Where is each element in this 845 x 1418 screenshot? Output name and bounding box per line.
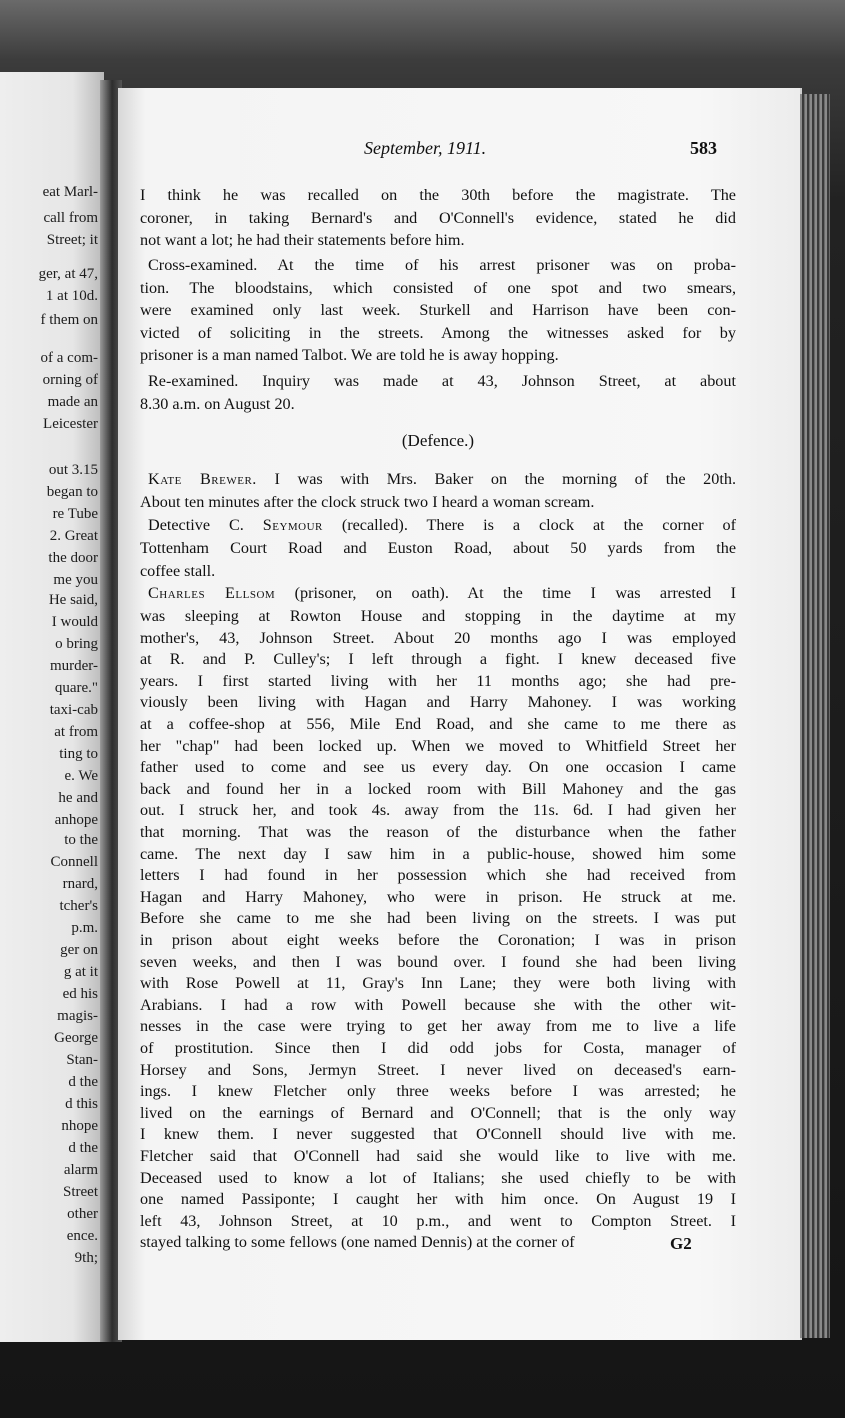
text-line: not want a lot; he had their statements before him. <box>140 231 465 249</box>
text-line: was sleeping at Rowton House and stopping in the daytime at my <box>140 607 736 625</box>
left-page-line: 1 at 10d. <box>45 288 98 304</box>
left-page-line: orning of <box>42 372 98 388</box>
left-page-line: Connell <box>50 854 98 870</box>
left-page-line: George <box>54 1030 98 1046</box>
left-page-line: d this <box>65 1096 98 1112</box>
text-line: Cross-examined. At the time of his arrest prisoner was on proba- <box>148 256 736 274</box>
text-line: were examined only last week. Sturkell and Harrison have been con- <box>140 301 736 319</box>
left-page-line: 2. Great <box>49 528 98 544</box>
left-page-line: re Tube <box>52 506 98 522</box>
left-page-line: other <box>67 1206 98 1222</box>
testimony-text: (prisoner, on oath). At the time I was arrested I <box>275 584 736 602</box>
left-page-line: call from <box>43 210 98 226</box>
left-page-line: murder- <box>49 658 98 674</box>
left-page-line: p.m. <box>71 920 98 936</box>
text-line: I knew them. I never suggested that O'Connell should live with me. <box>140 1125 736 1144</box>
left-page-line: anhope <box>54 812 98 828</box>
speaker-seymour: Seymour <box>262 516 323 534</box>
page-number: 583 <box>690 138 717 158</box>
text-line: Arabians. I had a row with Powell because she with the other wit- <box>140 995 736 1014</box>
left-page-line: out 3.15 <box>48 462 98 478</box>
text-line: Tottenham Court Road and Euston Road, about 50 yards from the <box>140 539 736 557</box>
left-page-line: o bring <box>55 636 98 652</box>
text-line: Deceased used to know a lot of Italians; she used chiefly to be with <box>140 1168 736 1187</box>
text-line: her "chap" had been locked up. When we moved to Whitfield Street her <box>140 736 736 755</box>
text-line: Fletcher said that O'Connell had said she would like to live with me. <box>140 1147 736 1165</box>
speaker-charles-ellsom: Charles Ellsom <box>148 584 276 602</box>
left-page-line: d the <box>68 1140 98 1156</box>
left-page-line: Street <box>63 1184 98 1200</box>
left-page-line: at from <box>54 724 98 740</box>
text-line: out. I struck her, and took 4s. away from the 11s. 6d. I had given her <box>140 801 736 820</box>
left-page-line: He said, <box>48 592 98 608</box>
left-page-line: ger on <box>60 942 98 958</box>
left-page-line: nhope <box>61 1118 98 1134</box>
page-edges <box>800 94 830 1338</box>
text-line: stayed talking to some fellows (one named Dennis) at the corner of <box>140 1233 575 1252</box>
text-line: coffee stall. <box>140 561 216 580</box>
text-line: of prostitution. Since then I did odd jobs for Costa, manager of <box>140 1039 736 1057</box>
left-page-line: to the <box>64 832 98 848</box>
left-page-line: Stan- <box>66 1052 98 1068</box>
left-page-line: rnard, <box>62 876 98 892</box>
left-page-line: ed his <box>62 986 98 1002</box>
left-page-line: ting to <box>59 746 98 762</box>
text-line: years. I first started living with her 11 months ago; she had pre- <box>140 671 736 690</box>
text-line: mother's, 43, Johnson Street. About 20 months ago I was employed <box>140 628 736 647</box>
left-page-line: made an <box>47 394 98 410</box>
left-page-line: e. We <box>64 768 98 784</box>
text-line: one named Passiponte; I caught her with him once. On August 19 I <box>140 1190 736 1209</box>
text-line: coroner, in taking Bernard's and O'Connell's evidence, stated he did <box>140 208 736 227</box>
left-page-line: eat Marl- <box>42 184 98 200</box>
left-page-line: quare." <box>54 680 98 696</box>
text-line: I think he was recalled on the 30th before the magistrate. The <box>140 186 736 204</box>
left-page-line: magis- <box>57 1008 98 1024</box>
left-page-line: began to <box>46 484 98 500</box>
text-line: ings. I knew Fletcher only three weeks before I was arrested; he <box>140 1082 736 1101</box>
testimony-text: I was with Mrs. Baker on the morning of the 20th. <box>256 470 736 488</box>
testimony-text: (recalled). There is a clock at the corner of <box>322 516 737 534</box>
text-line: back and found her in a locked room with Bill Mahoney and the gas <box>140 779 736 798</box>
text-line: Hagan and Harry Mahoney, who were in prison. He struck at me. <box>140 887 736 906</box>
left-page-line: alarm <box>63 1162 98 1178</box>
text-line: About ten minutes after the clock struck two I heard a woman scream. <box>140 493 595 511</box>
left-page-fragment <box>0 72 104 1342</box>
text-line: left 43, Johnson Street, at 10 p.m., and went to Compton Street. I <box>140 1211 736 1230</box>
left-page-line: d the <box>68 1074 98 1090</box>
text-line: at R. and P. Culley's; I left through a fight. I knew deceased five <box>140 650 736 669</box>
left-page-line: the door <box>48 550 98 566</box>
text-line: Horsey and Sons, Jermyn Street. I never lived on deceased's earn- <box>140 1060 736 1079</box>
left-page-line: 9th; <box>74 1250 98 1266</box>
text-line: came. The next day I saw him in a public-house, showed him some <box>140 844 736 863</box>
signature-mark: G2 <box>670 1234 692 1253</box>
left-page-line: Street; it <box>46 232 98 248</box>
witness-title: Detective C. <box>148 516 263 534</box>
text-line: with Rose Powell at 11, Gray's Inn Lane; they were both living with <box>140 974 736 993</box>
left-page-line: ger, at 47, <box>38 266 98 282</box>
left-page-line: me you <box>53 572 98 588</box>
text-line: Before she came to me she had been living on the streets. I was put <box>140 909 736 928</box>
paragraph-ellsom-first-line <box>140 582 736 604</box>
left-page-line: I would <box>51 614 98 630</box>
text-line: lived on the earnings of Bernard and O'Connell; that is the only way <box>140 1103 736 1122</box>
text-line: nesses in the case were trying to get her away from me to live a life <box>140 1017 736 1036</box>
left-page-line: f them on <box>40 312 98 328</box>
text-line: in prison about eight weeks before the Coronation; I was in prison <box>140 931 736 949</box>
text-line: father used to come and see us every day. On one occasion I came <box>140 758 736 777</box>
section-heading-defence: (Defence.) <box>401 431 475 450</box>
left-page-line: he and <box>58 790 98 806</box>
running-header-title: September, 1911. <box>364 138 487 158</box>
text-line: that morning. That was the reason of the disturbance when the father <box>140 823 736 841</box>
left-page-line: tcher's <box>59 898 98 914</box>
left-page-line: of a com- <box>40 350 98 366</box>
left-page-line: taxi-cab <box>49 702 98 718</box>
text-line: letters I had found in her possession which she had received from <box>140 866 736 885</box>
text-line: viously been living with Hagan and Harry Mahoney. I was working <box>140 693 736 712</box>
text-line: tion. The bloodstains, which consisted of one spot and two smears, <box>140 278 736 297</box>
left-page-line: Leicester <box>43 416 98 432</box>
text-line: victed of soliciting in the streets. Among the witnesses asked for by <box>140 323 736 342</box>
text-line: 8.30 a.m. on August 20. <box>140 394 295 413</box>
text-line: seven weeks, and then I was bound over. I found she had been living <box>140 952 736 971</box>
paragraph-kate-brewer-first-line <box>140 468 736 490</box>
left-page-line: g at it <box>63 964 98 980</box>
text-line: at a coffee-shop at 556, Mile End Road, and she came to me there as <box>140 715 736 733</box>
speaker-kate-brewer: Kate Brewer. <box>148 470 257 488</box>
paragraph-seymour-first-line <box>140 514 736 536</box>
text-line: prisoner is a man named Talbot. We are told he is away hopping. <box>140 346 559 364</box>
text-line: Re-examined. Inquiry was made at 43, Johnson Street, at about <box>148 372 736 390</box>
left-page-line: ence. <box>66 1228 98 1244</box>
